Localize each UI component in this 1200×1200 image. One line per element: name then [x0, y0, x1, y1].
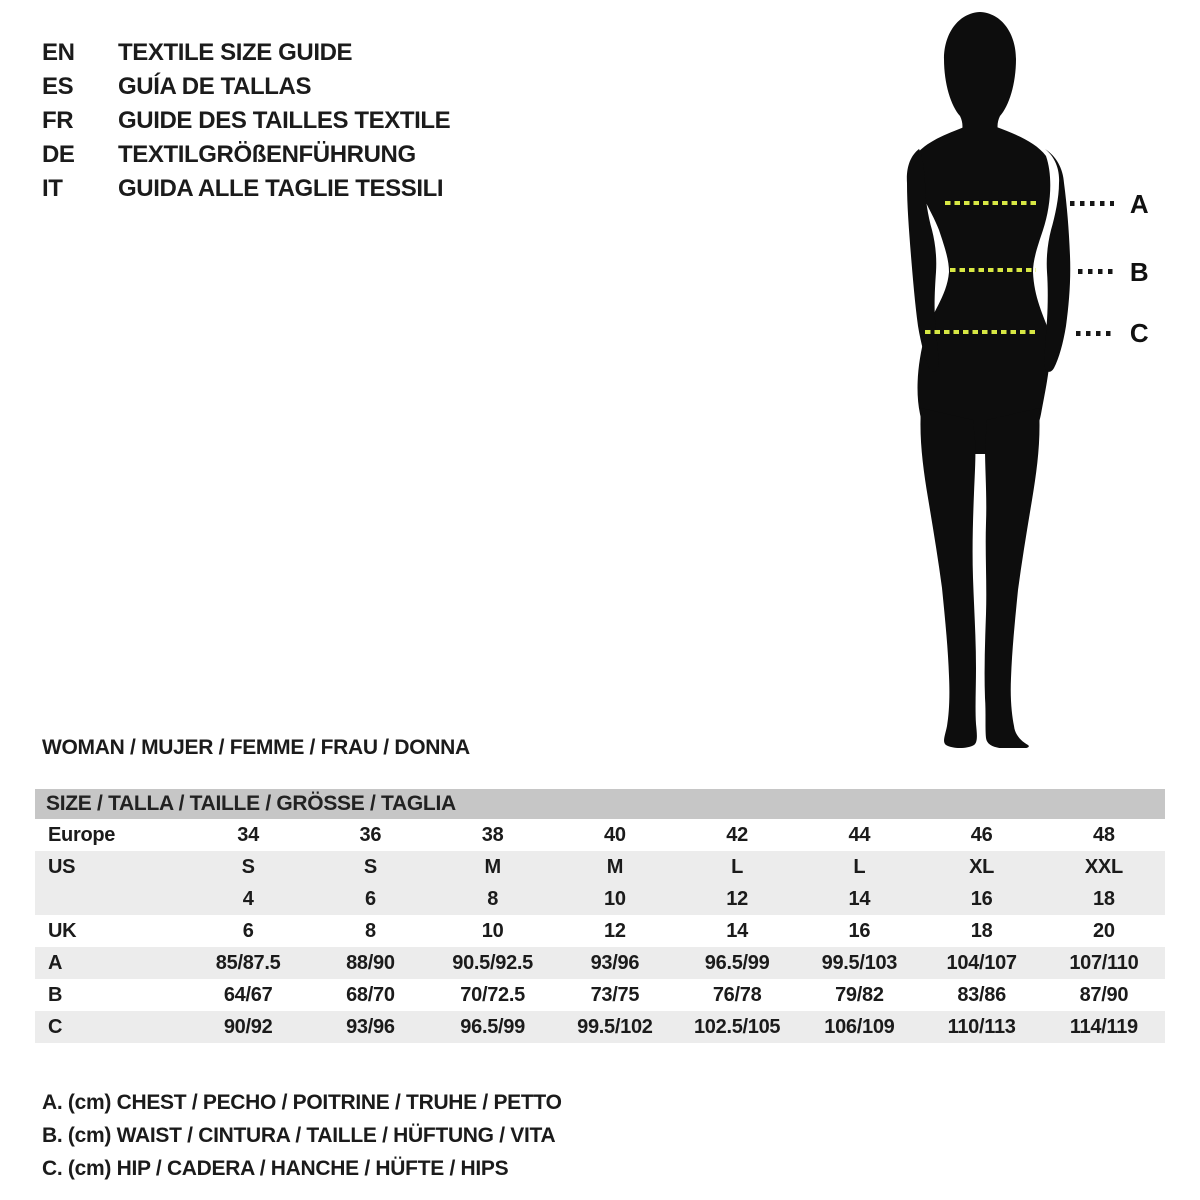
- size-cell: 73/75: [590, 984, 640, 1006]
- size-cell: 14: [726, 920, 748, 942]
- size-cell: 64/67: [223, 984, 273, 1006]
- size-cell: 79/82: [835, 984, 884, 1006]
- size-cell: XXL: [1084, 856, 1123, 878]
- language-label: GUÍA DE TALLAS: [118, 73, 312, 100]
- size-cell: 18: [1093, 888, 1115, 910]
- size-cell: 6: [242, 920, 254, 942]
- size-cell: 38: [481, 824, 504, 846]
- table-row-us: [35, 851, 1165, 883]
- size-cell: 20: [1093, 920, 1115, 942]
- language-code: DE: [42, 141, 75, 168]
- size-cell: L: [853, 856, 866, 878]
- table-row-waist-b: [35, 979, 1165, 1011]
- chest-connector-dots: [1070, 201, 1114, 206]
- language-code: FR: [42, 107, 74, 134]
- row-label: B: [48, 984, 63, 1006]
- size-cell: 8: [487, 888, 499, 910]
- language-title-list: [42, 36, 450, 206]
- chest-label: A: [1129, 189, 1149, 219]
- size-cell: 93/96: [346, 1016, 395, 1038]
- size-cell: 93/96: [590, 952, 640, 974]
- hip-connector-dots: [1076, 331, 1112, 336]
- silhouette-head: [944, 12, 1016, 146]
- size-cell: 40: [604, 824, 626, 846]
- size-cell: 48: [1093, 824, 1115, 846]
- size-cell: 88/90: [346, 952, 395, 974]
- size-cell: 4: [242, 888, 254, 910]
- size-cell: 36: [359, 824, 382, 846]
- hip-label: C: [1129, 318, 1149, 348]
- chest-measure-line: [945, 201, 1040, 205]
- size-table: [35, 789, 1165, 1043]
- size-cell: 104/107: [946, 952, 1017, 974]
- size-cell: 99.5/103: [821, 952, 898, 974]
- row-label: [35, 883, 187, 915]
- language-row: [42, 104, 450, 138]
- legend-item-chest: A. (cm) CHEST / PECHO / POITRINE / TRUHE / PETTO: [42, 1091, 562, 1114]
- language-label: GUIDA ALLE TAGLIE TESSILI: [118, 175, 444, 202]
- size-cell: 8: [364, 920, 376, 942]
- table-row-chest-a: [35, 947, 1165, 979]
- language-row: [42, 172, 450, 206]
- row-label: US: [48, 856, 76, 878]
- language-label: TEXTILE SIZE GUIDE: [118, 39, 353, 66]
- size-cell: 12: [726, 888, 748, 910]
- silhouette-right-leg: [985, 408, 1040, 748]
- size-cell: 42: [726, 824, 748, 846]
- size-cell: 114/119: [1069, 1016, 1138, 1038]
- hip-measure-line: [925, 330, 1037, 334]
- language-row: [42, 70, 450, 104]
- table-row-europe: [35, 819, 1165, 851]
- size-cell: 68/70: [346, 984, 395, 1006]
- language-row: [42, 138, 450, 172]
- size-cell: 83/86: [957, 984, 1006, 1006]
- size-cell: S: [241, 856, 255, 878]
- size-cell: 107/110: [1069, 952, 1139, 974]
- measurement-legend: [42, 1086, 562, 1185]
- body-silhouette-figure: [855, 8, 1105, 748]
- language-code: ES: [42, 73, 74, 100]
- language-code: IT: [42, 175, 63, 202]
- size-cell: 96.5/99: [460, 1016, 525, 1038]
- waist-connector-dots: [1078, 269, 1114, 274]
- size-cell: XL: [969, 856, 995, 878]
- garment-group-title: WOMAN / MUJER / FEMME / FRAU / DONNA: [42, 736, 470, 759]
- table-row-us-numeric: [35, 883, 1165, 915]
- language-label: GUIDE DES TAILLES TEXTILE: [118, 107, 451, 134]
- size-cell: 18: [970, 920, 993, 942]
- size-cell: 10: [481, 920, 504, 942]
- size-cell: 34: [237, 824, 259, 846]
- size-cell: 87/90: [1079, 984, 1129, 1006]
- size-cell: 99.5/102: [577, 1016, 653, 1038]
- size-table-header: SIZE / TALLA / TAILLE / GRÖSSE / TAGLIA: [35, 789, 1165, 819]
- size-cell: M: [484, 856, 501, 878]
- size-cell: 6: [364, 888, 376, 910]
- row-label: A: [48, 952, 63, 974]
- size-cell: 85/87.5: [215, 952, 281, 974]
- size-cell: 96.5/99: [704, 952, 770, 974]
- size-cell: 16: [970, 888, 993, 910]
- row-label: C: [48, 1016, 63, 1038]
- size-cell: 102.5/105: [693, 1016, 781, 1038]
- size-cell: 44: [848, 824, 871, 846]
- size-cell: 16: [848, 920, 871, 942]
- waist-measure-line: [950, 268, 1036, 272]
- size-cell: 14: [848, 888, 871, 910]
- row-label: Europe: [48, 824, 116, 846]
- size-cell: M: [606, 856, 624, 878]
- waist-label: B: [1129, 257, 1149, 287]
- size-cell: 90/92: [223, 1016, 273, 1038]
- size-cell: L: [731, 856, 744, 878]
- table-row-hip-c: [35, 1011, 1165, 1043]
- language-label: TEXTILGRÖßENFÜHRUNG: [118, 141, 416, 168]
- woman-silhouette: [855, 8, 1105, 748]
- size-cell: 106/109: [824, 1016, 895, 1038]
- size-cell: 46: [970, 824, 993, 846]
- size-cell: 12: [604, 920, 626, 942]
- table-row-uk: [35, 915, 1165, 947]
- row-label: UK: [48, 920, 77, 942]
- language-code: EN: [42, 39, 75, 66]
- size-cell: 70/72.5: [460, 984, 525, 1006]
- legend-item-waist: B. (cm) WAIST / CINTURA / TAILLE / HÜFTUNG / VITA: [42, 1124, 556, 1147]
- silhouette-left-leg: [920, 408, 976, 748]
- size-cell: S: [363, 856, 377, 878]
- size-cell: 76/78: [712, 984, 762, 1006]
- language-row: [42, 36, 450, 70]
- size-cell: 110/113: [947, 1016, 1016, 1038]
- legend-item-hip: C. (cm) HIP / CADERA / HANCHE / HÜFTE / HIPS: [42, 1157, 509, 1180]
- size-cell: 90.5/92.5: [452, 952, 533, 974]
- size-cell: 10: [604, 888, 626, 910]
